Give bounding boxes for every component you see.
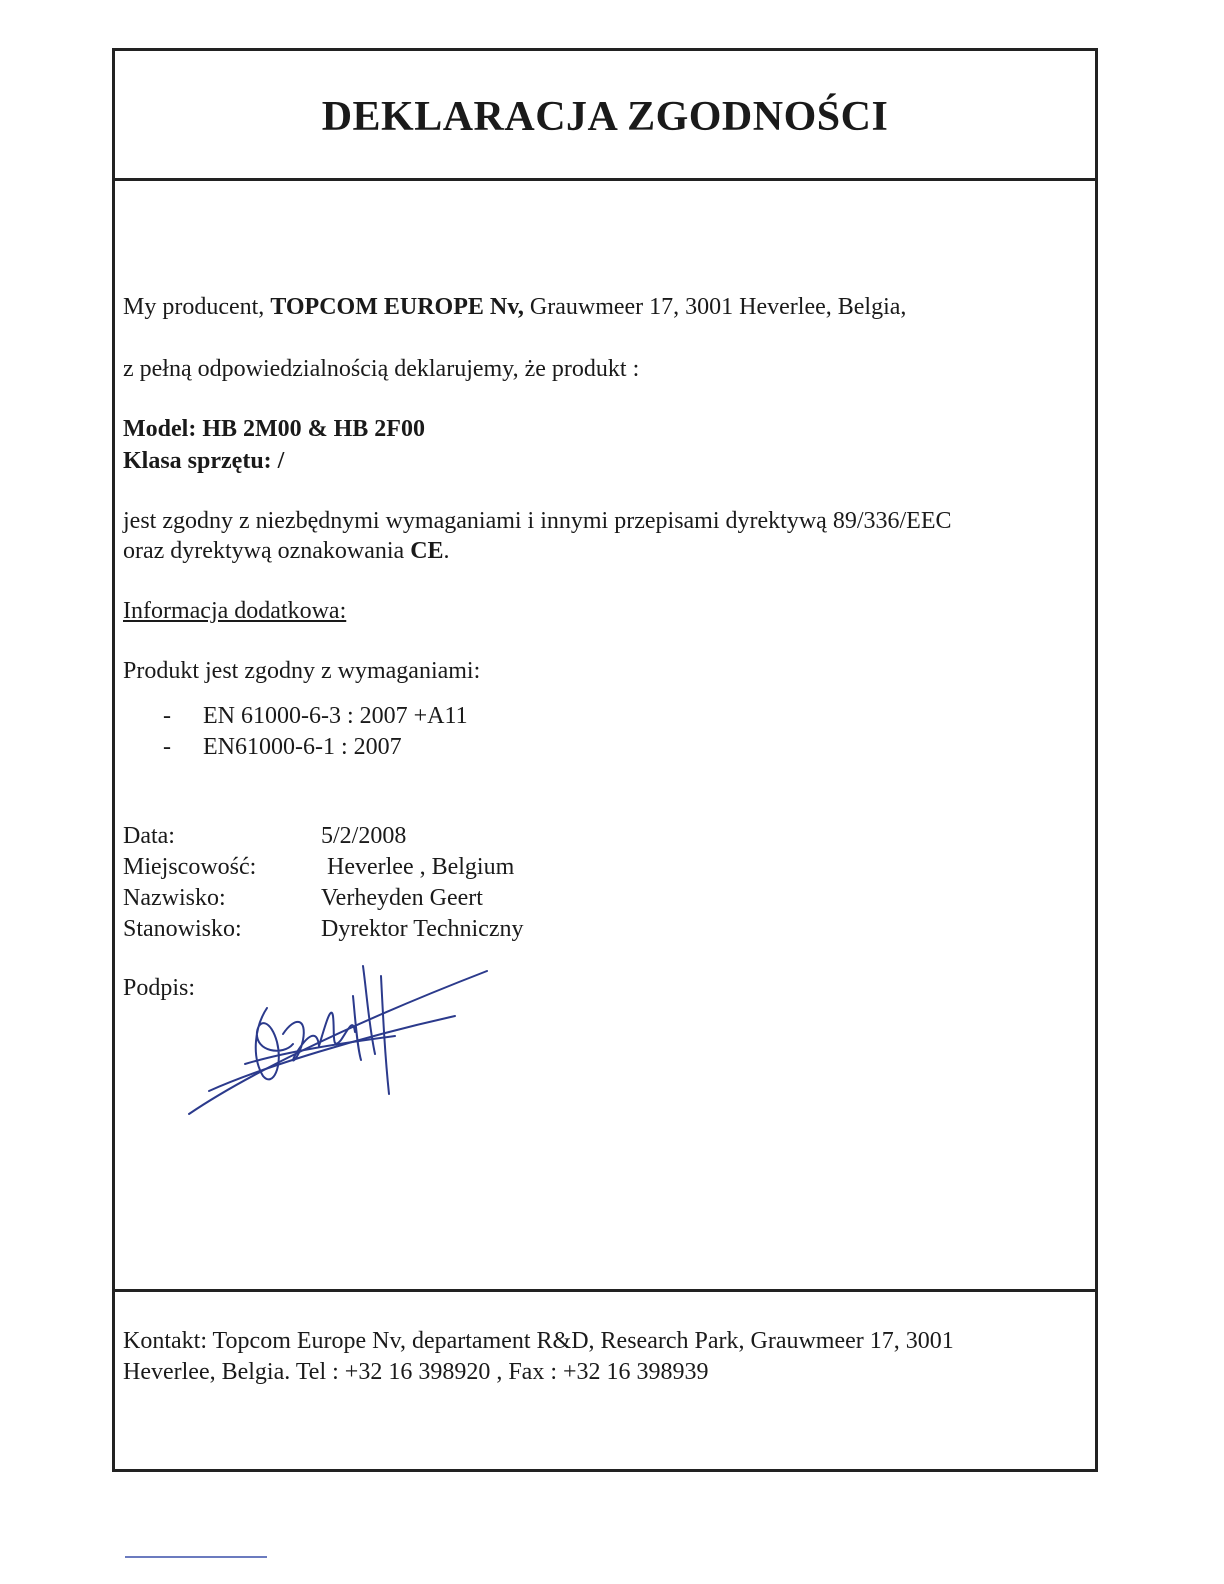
list-item bbox=[163, 732, 468, 763]
contact-footer bbox=[115, 1289, 1095, 1469]
ce-mark-text: CE bbox=[410, 538, 444, 564]
contact-line-2: Heverlee, Belgia. Tel : +32 16 398920 , Fax : +32 16 398939 bbox=[123, 1359, 709, 1385]
compliance-line-1: jest zgodny z niezbędnymi wymaganiami i innymi przepisami dyrektywą 89/336/EEC bbox=[123, 508, 952, 534]
title-box bbox=[115, 51, 1095, 181]
requirements-intro: Produkt jest zgodny z wymaganiami: bbox=[123, 658, 481, 684]
manufacturer-name: TOPCOM EUROPE Nv, bbox=[270, 294, 524, 320]
manufacturer-prefix: My producent, bbox=[123, 294, 271, 320]
place-value: Heverlee , Belgium bbox=[321, 854, 515, 880]
detail-row-date bbox=[123, 821, 523, 852]
date-label: Data: bbox=[123, 823, 175, 849]
signatory-details bbox=[123, 821, 523, 945]
declaration-statement: z pełną odpowiedzialnością deklarujemy, że produkt : bbox=[123, 356, 640, 382]
model-label: Model: bbox=[123, 416, 203, 442]
contact-line-1: Kontakt: Topcom Europe Nv, departament R&D, Research Park, Grauwmeer 17, 3001 bbox=[123, 1328, 954, 1354]
manufacturer-line bbox=[123, 291, 906, 323]
detail-row-place bbox=[123, 852, 523, 883]
signature-label: Podpis: bbox=[123, 975, 196, 1001]
standard-name: EN61000-6-1 : 2007 bbox=[203, 734, 402, 760]
list-dash: - bbox=[163, 734, 171, 760]
model-line bbox=[123, 413, 425, 445]
contact-text bbox=[123, 1326, 1073, 1388]
name-value: Verheyden Geert bbox=[321, 885, 483, 911]
compliance-line-2-text: oraz dyrektywą oznakowania bbox=[123, 538, 411, 564]
standards-list bbox=[163, 701, 468, 763]
compliance-line-2-suffix: . bbox=[443, 538, 450, 564]
additional-info-heading: Informacja dodatkowa: bbox=[123, 598, 347, 624]
list-dash: - bbox=[163, 703, 171, 729]
handwritten-signature bbox=[185, 956, 505, 1136]
compliance-line-2 bbox=[123, 535, 450, 567]
detail-row-name bbox=[123, 883, 523, 914]
place-label: Miejscowość: bbox=[123, 854, 257, 880]
equipment-class: Klasa sprzętu: / bbox=[123, 448, 285, 474]
list-item bbox=[163, 701, 468, 732]
position-value: Dyrektor Techniczny bbox=[321, 916, 524, 942]
model-value: HB 2M00 & HB 2F00 bbox=[202, 416, 425, 442]
declaration-body bbox=[123, 181, 1083, 1289]
footnote-rule bbox=[125, 1556, 267, 1558]
standard-name: EN 61000-6-3 : 2007 +A11 bbox=[203, 703, 468, 729]
declaration-document bbox=[112, 48, 1098, 1472]
document-title: DEKLARACJA ZGODNOŚCI bbox=[321, 93, 889, 140]
name-label: Nazwisko: bbox=[123, 885, 226, 911]
date-value: 5/2/2008 bbox=[321, 823, 407, 849]
manufacturer-address: Grauwmeer 17, 3001 Heverlee, Belgia, bbox=[523, 294, 907, 320]
detail-row-position bbox=[123, 914, 523, 945]
position-label: Stanowisko: bbox=[123, 916, 242, 942]
